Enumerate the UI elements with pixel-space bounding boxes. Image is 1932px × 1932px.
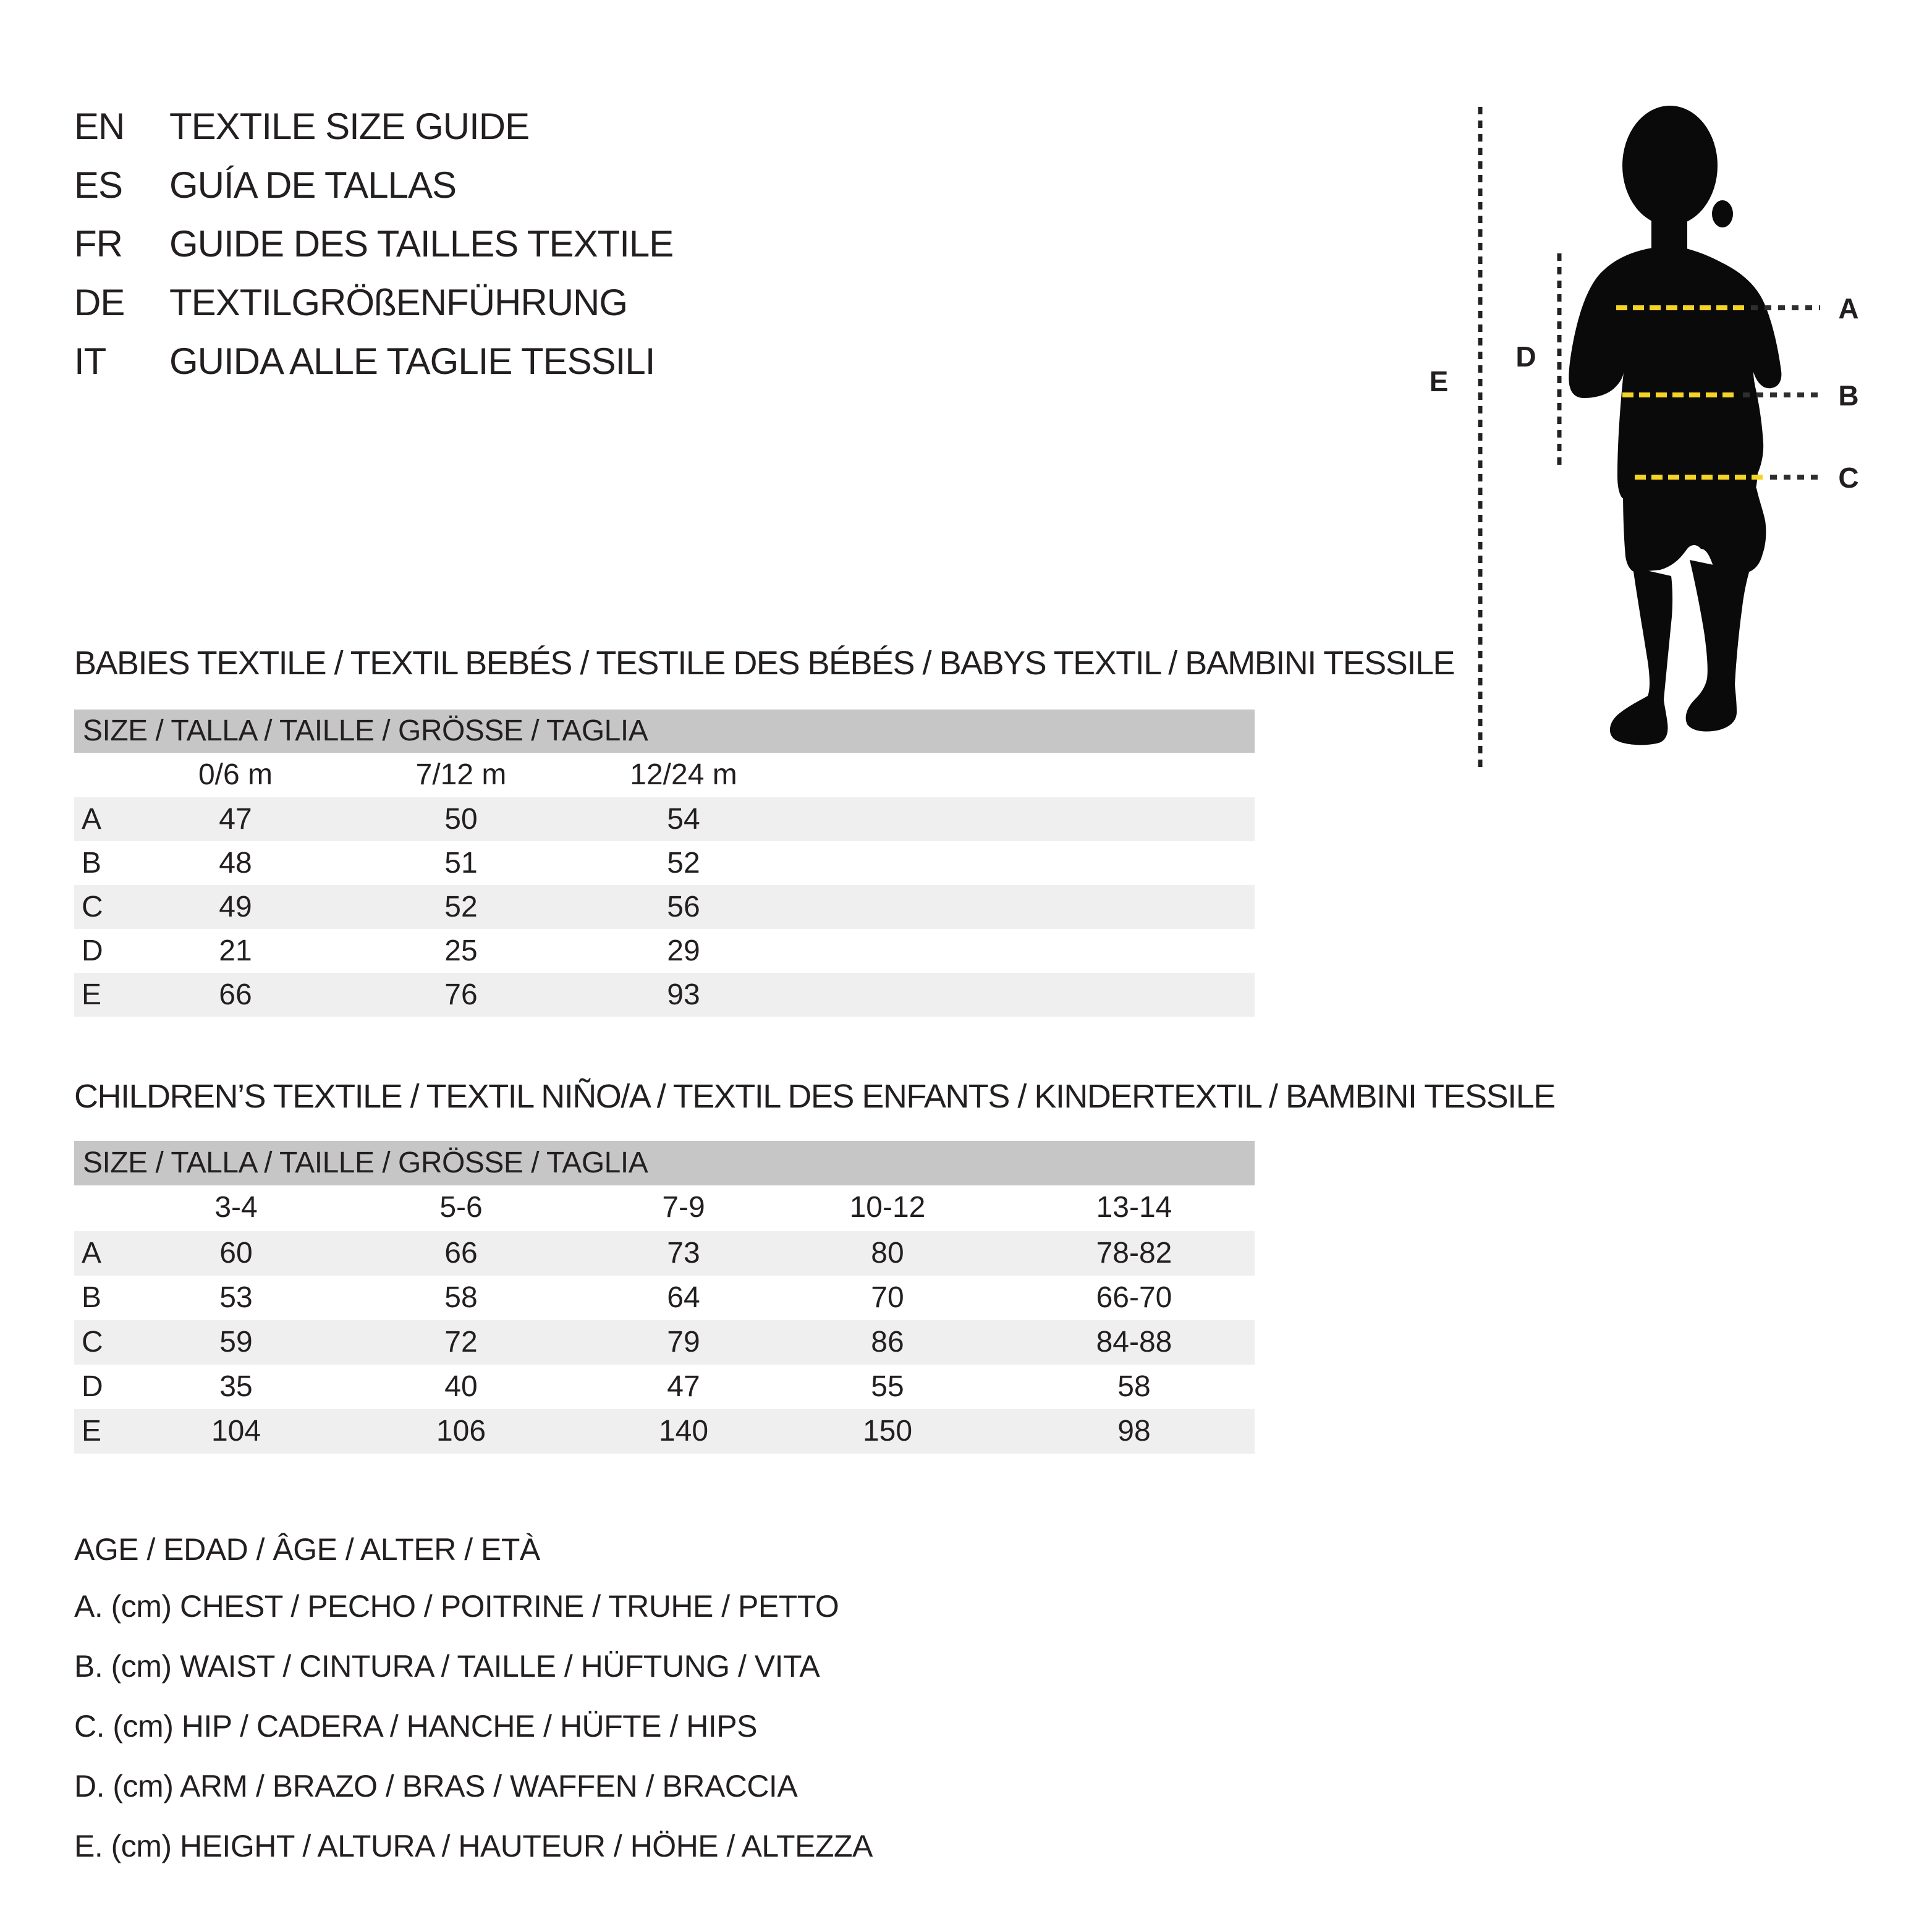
language-code: IT	[74, 341, 106, 382]
silhouette-right-leg	[1686, 560, 1749, 732]
column-header: 13-14	[1096, 1191, 1172, 1224]
table-row	[74, 1276, 1255, 1320]
column-header: 7/12 m	[415, 758, 507, 791]
silhouette-left-leg	[1610, 567, 1672, 745]
measure-label-b: B	[1838, 379, 1859, 412]
table-row	[74, 841, 1255, 885]
row-label: D	[82, 934, 103, 967]
measure-label-c: C	[1838, 462, 1859, 494]
column-header: 12/24 m	[630, 758, 737, 791]
cell: 79	[667, 1326, 700, 1358]
cell: 55	[871, 1370, 904, 1403]
cell: 150	[862, 1415, 913, 1447]
language-row-fr	[0, 224, 865, 265]
cell: 66	[219, 978, 252, 1011]
cell: 140	[658, 1415, 709, 1447]
cell: 73	[667, 1237, 700, 1269]
measurement-diagram	[1421, 99, 1904, 785]
column-header: 5-6	[439, 1191, 483, 1224]
column-header: 3-4	[214, 1191, 258, 1224]
cell: 47	[219, 803, 252, 836]
cell: 40	[444, 1370, 478, 1403]
row-label: D	[82, 1370, 103, 1403]
cell: 58	[1117, 1370, 1151, 1403]
cell: 76	[444, 978, 478, 1011]
cell: 64	[667, 1281, 700, 1314]
row-label: B	[82, 1281, 102, 1314]
table-row	[74, 929, 1255, 973]
cell: 35	[219, 1370, 253, 1403]
cell: 21	[219, 934, 252, 967]
cell: 86	[871, 1326, 904, 1358]
legend-line-waist: B. (cm) WAIST / CINTURA / TAILLE / HÜFTUNG / VITA	[74, 1649, 820, 1684]
table-row	[74, 885, 1255, 929]
cell: 106	[436, 1415, 486, 1447]
legend-line-chest: A. (cm) CHEST / PECHO / POITRINE / TRUHE / PETTO	[74, 1589, 839, 1624]
cell: 78-82	[1096, 1237, 1172, 1269]
children-column-header-row	[74, 1185, 1255, 1230]
cell: 66-70	[1096, 1281, 1172, 1314]
child-silhouette	[1569, 106, 1781, 745]
table-row	[74, 1231, 1255, 1276]
measure-label-d: D	[1515, 341, 1536, 373]
cell: 84-88	[1096, 1326, 1172, 1358]
babies-table-header-bar	[74, 710, 1255, 753]
cell: 66	[444, 1237, 478, 1269]
legend-line-age: AGE / EDAD / ÂGE / ALTER / ETÀ	[74, 1532, 540, 1567]
measure-label-e: E	[1429, 365, 1449, 397]
language-code: ES	[74, 164, 123, 206]
row-label: B	[82, 847, 102, 879]
babies-size-table	[74, 710, 1255, 1019]
language-title: TEXTILE SIZE GUIDE	[169, 106, 530, 147]
cell: 60	[219, 1237, 253, 1269]
babies-column-header-row	[74, 753, 1255, 797]
language-title: TEXTILGRÖßENFÜHRUNG	[169, 282, 628, 323]
cell: 56	[667, 891, 700, 923]
silhouette-shirt	[1569, 246, 1781, 501]
row-label: A	[82, 1237, 102, 1269]
cell: 98	[1117, 1415, 1151, 1447]
children-section-title: CHILDREN’S TEXTILE / TEXTIL NIÑO/A / TEXTIL DES ENFANTS / KINDERTEXTIL / BAMBINI TESSILE	[74, 1078, 1555, 1115]
cell: 70	[871, 1281, 904, 1314]
column-header: 10-12	[849, 1191, 926, 1224]
cell: 54	[667, 803, 700, 836]
row-label: E	[82, 978, 102, 1011]
cell: 49	[219, 891, 252, 923]
cell: 25	[444, 934, 478, 967]
cell: 58	[444, 1281, 478, 1314]
legend-line-hip: C. (cm) HIP / CADERA / HANCHE / HÜFTE / HIPS	[74, 1709, 757, 1743]
language-code: FR	[74, 223, 122, 265]
legend-line-arm: D. (cm) ARM / BRAZO / BRAS / WAFFEN / BRACCIA	[74, 1769, 798, 1803]
language-title: GUÍA DE TALLAS	[169, 164, 456, 206]
row-label: C	[82, 1326, 103, 1358]
cell: 59	[219, 1326, 253, 1358]
language-row-de	[0, 282, 865, 323]
row-label: C	[82, 891, 103, 923]
cell: 29	[667, 934, 700, 967]
cell: 52	[444, 891, 478, 923]
cell: 53	[219, 1281, 253, 1314]
cell: 51	[444, 847, 478, 879]
table-row	[74, 973, 1255, 1017]
cell: 93	[667, 978, 700, 1011]
cell: 47	[667, 1370, 700, 1403]
silhouette-ear	[1712, 200, 1733, 227]
cell: 52	[667, 847, 700, 879]
table-row	[74, 1320, 1255, 1365]
language-code: DE	[74, 282, 125, 323]
column-header: 0/6 m	[198, 758, 273, 791]
table-row	[74, 1365, 1255, 1409]
cell: 72	[444, 1326, 478, 1358]
legend-line-height: E. (cm) HEIGHT / ALTURA / HAUTEUR / HÖHE / ALTEZZA	[74, 1829, 873, 1863]
cell: 104	[211, 1415, 261, 1447]
table-row	[74, 1409, 1255, 1454]
babies-section-title: BABIES TEXTILE / TEXTIL BEBÉS / TESTILE DES BÉBÉS / BABYS TEXTIL / BAMBINI TESSILE	[74, 645, 1454, 682]
language-row-en	[0, 106, 865, 147]
language-title: GUIDA ALLE TAGLIE TESSILI	[169, 341, 655, 382]
cell: 80	[871, 1237, 904, 1269]
table-row	[74, 797, 1255, 841]
children-size-header: SIZE / TALLA / TAILLE / GRÖSSE / TAGLIA	[83, 1146, 648, 1179]
row-label: E	[82, 1415, 102, 1447]
children-table-header-bar	[74, 1141, 1255, 1185]
row-label: A	[82, 803, 102, 836]
language-row-es	[0, 165, 865, 206]
language-title: GUIDE DES TAILLES TEXTILE	[169, 223, 674, 265]
children-size-table	[74, 1141, 1255, 1456]
measure-label-a: A	[1838, 292, 1859, 324]
babies-size-header: SIZE / TALLA / TAILLE / GRÖSSE / TAGLIA	[83, 714, 648, 747]
column-header: 7-9	[662, 1191, 705, 1224]
language-code: EN	[74, 106, 125, 147]
language-row-it	[0, 341, 865, 382]
cell: 48	[219, 847, 252, 879]
cell: 50	[444, 803, 478, 836]
